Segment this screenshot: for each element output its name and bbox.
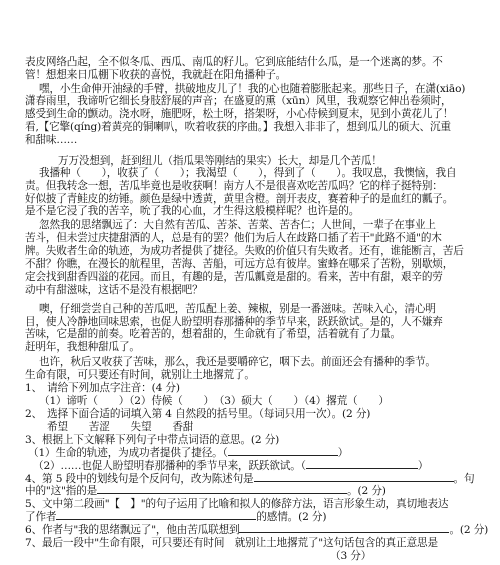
line-text: 忽然我的思绪飘远了：大自然有苦瓜、苦茶、苦菜、苦杏仁；人世间，一辈子在事业上 bbox=[39, 219, 436, 232]
line-text: 和甜味…… bbox=[25, 134, 78, 147]
line-text: （1）谛听（ ）（2）侍候（ ） （3）硕大（ ）（4）撂荒（ ） bbox=[39, 395, 389, 408]
answer-blank[interactable] bbox=[254, 472, 454, 482]
line-text: 1、 请给下列加点字注音：(4 分) bbox=[25, 382, 180, 395]
line-text: 表皮网络凸起，全不似冬瓜、西瓜、南瓜的籽儿。它到底能结什么瓜，是一个迷离的梦。不 bbox=[25, 56, 443, 68]
line-text-after: ） bbox=[417, 459, 429, 472]
answer-blank[interactable] bbox=[97, 484, 347, 494]
line-text: 牌。失败者生命的轨迹，为成功者提供了捷径。失败的价值只有失败者。还有，谁能断言，苦后 bbox=[25, 244, 464, 257]
line-text-after: 。(2 分) bbox=[347, 485, 386, 498]
line-text: 2、 选择下面合适的词填入第 4 自然段的括号里。（每词只用一次）。(2 分) bbox=[25, 408, 371, 421]
answer-blank[interactable] bbox=[228, 446, 338, 456]
line-text: 5、文中第二段画"【 】"的句子运用了比喻和拟人的修辞方法，语言形象生动，真切地表达 bbox=[25, 498, 449, 511]
line-text: 目，使人冷静地回味思索，也促人盼望明春那播种的季节早来，跃跃欲试。是的，人不嫌弃 bbox=[25, 315, 443, 328]
line-text-after: 。句 bbox=[453, 472, 475, 485]
text-line bbox=[25, 132, 500, 149]
line-text: 4、第 5 段中的划线句是个反问句，改为陈述句是 bbox=[25, 472, 254, 485]
line-text: 定会找到甜香四溢的花园。而且，有趣的是，苦瓜瓤竟是甜的。看来，苦中有甜，艰辛的劳 bbox=[25, 270, 443, 283]
text-line bbox=[25, 282, 500, 299]
line-text: 生命有限，可只要还有时间，就别让土地撂荒了。 bbox=[25, 369, 255, 382]
line-text: 7、最后一段中"生命有限，可只要还有时间 就别让土地撂荒了"这句话包含的真正意思是 bbox=[25, 537, 438, 550]
line-text: （1）生命的轨迹，为成功者提供了捷径。（ bbox=[28, 446, 228, 459]
line-text: 了作者 bbox=[25, 511, 57, 524]
line-text-after: 的感情。(2 分) bbox=[256, 511, 327, 524]
line-text: 3、根据上下文解释下列句子中带点词语的意思。(2 分) bbox=[25, 433, 280, 446]
line-text: 苦斗，但未尝过庆捷甜酒的人，总是有的罢？他们为后人在歧路口插了若干"此路不通"的木 bbox=[25, 232, 442, 245]
line-text: 希望 苦涩 失望 香甜 bbox=[47, 420, 194, 433]
line-text: 管！想想来日瓜棚下收获的喜悦，我就赶在阳角播种子。 bbox=[25, 68, 287, 81]
line-text: 好似披了青鲑皮的纺锤。颜色是绿中透黄，黄里含橙。剖开表皮，赛着种子的是血红的瓤子。 bbox=[25, 192, 454, 205]
line-text: 嘿，小生命伸开油绿的手臂，拱破地皮儿了！我的心也随着膨胀起来。那些日子，在潇(xiāo) bbox=[39, 82, 466, 95]
line-text: 赶明年，我想种甜瓜了。 bbox=[25, 341, 140, 354]
line-text: 是不是它浸了我的苦辛，吮了我的心血，才生得这般模样呢？也许是的。 bbox=[25, 205, 360, 218]
line-text: 我播种（ ），收获了（ ）；我渴望（ ），得到了（ ）。我叹息，我懊恼，我自 bbox=[39, 166, 457, 179]
answer-blank[interactable] bbox=[56, 510, 256, 520]
line-text: 万万没想到，赶到纽儿（指瓜果等刚结的果实）长大，却是几个苦瓜！ bbox=[58, 154, 382, 167]
line-text: 看,【它擎(qíng)着黄亮的铜喇叭，吹着收获的序曲。】我想入非非了，想到瓜儿的硕大、沉重 bbox=[25, 121, 451, 134]
answer-blank[interactable] bbox=[306, 459, 418, 469]
line-text: 中的"这"指的是 bbox=[25, 485, 98, 498]
line-text-after: ） bbox=[337, 446, 349, 459]
line-text: 感受到生命的颤动。浇水呀，施肥呀，松土呀，搭架呀，小心侍候到夏末，见到小黄花儿了！ bbox=[25, 108, 454, 121]
answer-blank[interactable] bbox=[239, 523, 449, 533]
line-text-after: 。(2 分) bbox=[449, 524, 489, 537]
line-text: 动中有甜滋味，这话不是没有根据吧？ bbox=[25, 283, 203, 296]
line-text: （2）……也促人盼望明春那播种的季节早来，跃跃欲试。（ bbox=[33, 459, 306, 472]
line-text: 苦味，它是甜的前奏。吃着苦的，想着甜的，生命就有了希望，活着就有了力量。 bbox=[25, 328, 401, 341]
line-text: 不甜？你瞧，在漫长的航程里，苦海、苦船，可远方总有彼岸。蜜蜂在哪采了苦粉，别歇烦， bbox=[25, 257, 454, 270]
line-text: 噢，仔细尝尝自己种的苦瓜吧，苦瓜配上姜、辣椒，别是一番滋味。苦味入心，清心明 bbox=[39, 302, 436, 315]
line-text: 潇春雨里，我谛听它细长身肢舒展的声音；在盛夏的熏（xūn）风里，我观察它伸出卷须时， bbox=[25, 95, 452, 108]
text-line bbox=[330, 548, 500, 565]
line-text: 责。但我转念一想，苦瓜毕竟也是收获啊！南方人不是很喜欢吃苦瓜吗？它的样子挺特别： bbox=[25, 179, 443, 192]
line-text: 也许，秋后又收获了苦味，那么，我还是要嚼碎它，咽下去。前面还会有播种的季节。 bbox=[39, 356, 436, 369]
line-text: （3 分） bbox=[330, 550, 372, 562]
line-text: 6、作者与"我的思绪飘远了"，他由苦瓜联想到 bbox=[25, 524, 240, 537]
